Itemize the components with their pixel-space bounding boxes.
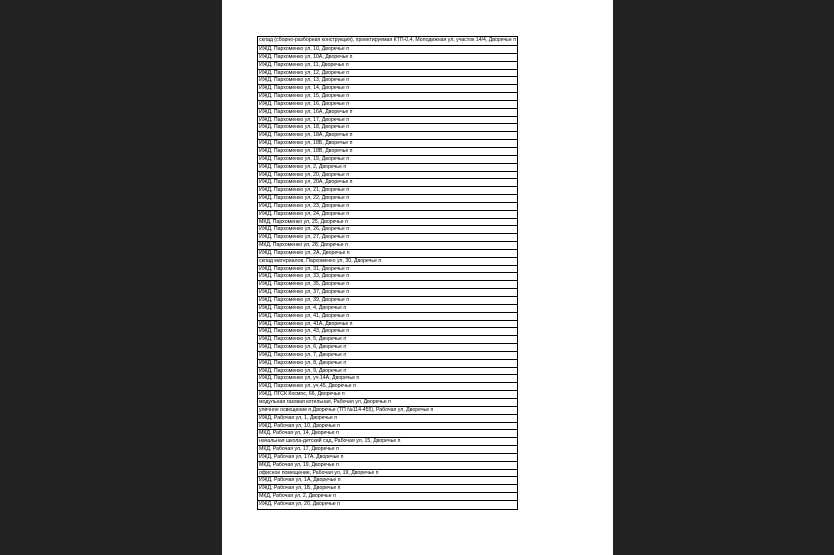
table-row: ИЖД, Пархоменко ул, 16, Дворечье п (258, 101, 517, 109)
document-page (222, 0, 613, 555)
table-row: ИЖД, Пархоменко ул, 39, Дворечье п (258, 297, 517, 305)
table-row: ИЖД, Пархоменко ул, 20, Дворечье п (258, 172, 517, 180)
table-row: ИЖД, Пархоменко ул, 18Б, Дворечье п (258, 140, 517, 148)
table-row: ИЖД, Пархоменко ул, 4, Дворечье п (258, 305, 517, 313)
table-row: ИЖД, Пархоменко ул, 33, Дворечье п (258, 273, 517, 281)
table-row: ИЖД, Пархоменко ул, 6, Дворечье п (258, 344, 517, 352)
table-row: ИЖД, Пархоменко ул, 18В, Дворечье п (258, 148, 517, 156)
table-row: МКД, Рабочая ул, 17, Дворечье п (258, 446, 517, 454)
table-row: ИЖД, Пархоменко ул, 35, Дворечье п (258, 281, 517, 289)
table-row: ИЖД, Рабочая ул, 1, Дворечье п (258, 415, 517, 423)
table-row: ИЖД, Рабочая ул, 1Б, Дворечье п (258, 485, 517, 493)
table-row: ИЖД, Пархоменко ул, 16А, Дворечье п (258, 109, 517, 117)
table-row: ИЖД, Пархоменко ул, 41А, Дворечье п (258, 321, 517, 329)
table-row: ИЖД, Рабочая ул, 1А, Дворечье п (258, 477, 517, 485)
table-row: ИЖД, Пархоменко ул, 18, Дворечье п (258, 124, 517, 132)
table-row: ИЖД, Пархоменко ул, 24, Дворечье п (258, 211, 517, 219)
table-row: уличное освещение п.Дворечье (ТП №114-455), Рабочая ул, Дворечье п (258, 407, 517, 415)
table-row: ИЖД, Пархоменко ул, 2А, Дворечье п (258, 250, 517, 258)
table-row: МКД, Рабочая ул, 14, Дворечье п (258, 430, 517, 438)
table-row: ИЖД, Пархоменко ул, 21, Дворечье п (258, 187, 517, 195)
table-row: ИЖД, Рабочая ул, 10, Дворечье п (258, 423, 517, 431)
table-row: ИЖД, Пархоменко ул, 10А, Дворечье п (258, 54, 517, 62)
table-row: ИЖД, Пархоменко ул, уч.45, Дворечье п (258, 383, 517, 391)
table-row: МКД, Пархоменко ул, 28, Дворечье п (258, 242, 517, 250)
table-row: ИЖД, Пархоменко ул, 31, Дворечье п (258, 266, 517, 274)
table-row: ИЖД, Пархоменко ул, 15, Дворечье п (258, 93, 517, 101)
address-table (257, 36, 518, 510)
table-row: ИЖД, Пархоменко ул, 19, Дворечье п (258, 156, 517, 164)
table-row: склад материалов, Пархоменко ул, 30, Дворечье п (258, 258, 517, 266)
table-row: ИЖД, Пархоменко ул, 23, Дворечье п (258, 203, 517, 211)
table-row: ИЖД, Пархоменко ул, 8, Дворечье п (258, 360, 517, 368)
table-row: ИЖД, Пархоменко ул, 11, Дворечье п (258, 62, 517, 70)
table-row: ИЖД, Пархоменко ул, 13, Дворечье п (258, 77, 517, 85)
table-row: ИЖД, Пархоменко ул, 9, Дворечье п (258, 368, 517, 376)
table-row: офисное помещение, Рабочая ул, 19, Дворечье п (258, 470, 517, 478)
table-row: ИЖД, Пархоменко ул, 10, Дворечье п (258, 46, 517, 54)
table-row: ИЖД, Пархоменко ул, 17, Дворечье п (258, 117, 517, 125)
table-row: ИЖД, Пархоменко ул, 37, Дворечье п (258, 289, 517, 297)
table-row: ИЖД, Пархоменко ул, 18А, Дворечье п (258, 132, 517, 140)
table-row: ИЖД, Пархоменко ул, 12, Дворечье п (258, 70, 517, 78)
table-row: начальная школа-детский сад, Рабочая ул, 15, Дворечье п (258, 438, 517, 446)
table-row: ИЖД, Пархоменко ул, 5, Дворечье п (258, 336, 517, 344)
table-row: ИЖД, Пархоменко ул, 20А, Дворечье п (258, 179, 517, 187)
table-row: ИЖД, Пархоменко ул, 43, Дворечье п (258, 328, 517, 336)
table-row: ИЖД, Пархоменко ул, 41, Дворечье п (258, 313, 517, 321)
table-row: МКД, Пархоменко ул, 25, Дворечье п (258, 219, 517, 227)
table-row: МКД, Рабочая ул, 2, Дворечье п (258, 493, 517, 501)
table-row: ИЖД, Пархоменко ул, уч.14А, Дворечье п (258, 375, 517, 383)
table-row: склад (сборно-разборная конструкция), проектируемая КТП-0,4, Молодежная ул, участок 14/4, Дворечье п (258, 37, 517, 46)
table-row: ИЖД, ПГСК Космос, 66, Дворечье п (258, 391, 517, 399)
table-row: ИЖД, Пархоменко ул, 14, Дворечье п (258, 85, 517, 93)
table-row: ИЖД, Рабочая ул, 17А, Дворечье п (258, 454, 517, 462)
table-row: МКД, Рабочая ул, 19, Дворечье п (258, 462, 517, 470)
table-row: ИЖД, Пархоменко ул, 22, Дворечье п (258, 195, 517, 203)
table-row: ИЖД, Пархоменко ул, 7, Дворечье п (258, 352, 517, 360)
table-row: ИЖД, Рабочая ул, 20, Дворечье п (259, 500, 340, 507)
table-row: ИЖД, Пархоменко ул, 26, Дворечье п (258, 226, 517, 234)
table-row: модульная газовая котельная, Рабочая ул, Дворечье п (258, 399, 517, 407)
table-row: ИЖД, Пархоменко ул, 27, Дворечье п (258, 234, 517, 242)
table-row: ИЖД, Пархоменко ул, 2, Дворечье п (258, 164, 517, 172)
